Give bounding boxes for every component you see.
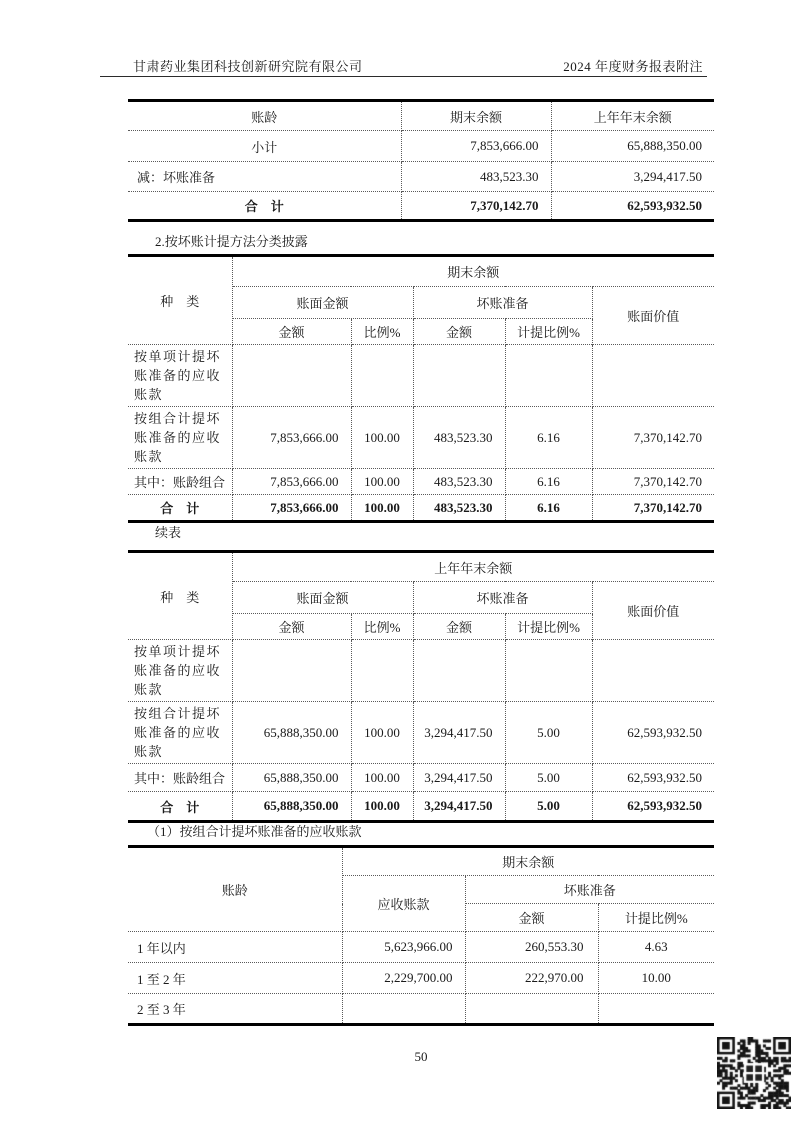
header-rule — [100, 76, 707, 77]
amount-value: 65,888,350.00 — [232, 702, 351, 764]
bad-amount-value — [413, 640, 505, 702]
col-ending: 期末余额 — [401, 101, 551, 131]
provision-value: 4.63 — [598, 932, 714, 963]
bad-amount-value: 483,523.30 — [413, 407, 505, 469]
amount-value: 65,888,350.00 — [232, 792, 351, 822]
provision-value: 6.16 — [505, 495, 592, 522]
col-amount: 金额 — [465, 904, 598, 932]
row-label: 合 计 — [128, 495, 232, 522]
row-label: 合 计 — [128, 192, 401, 221]
col-provision-ratio: 计提比例% — [505, 319, 592, 345]
prior-value: 3,294,417.50 — [551, 162, 714, 192]
row-label: 其中：账龄组合 — [128, 469, 232, 495]
col-period: 期末余额 — [342, 847, 714, 876]
col-amount: 金额 — [232, 614, 351, 640]
method-table-current — [128, 254, 714, 523]
bad-amount-value: 3,294,417.50 — [413, 764, 505, 792]
book-value — [592, 345, 714, 407]
table-header-row — [128, 256, 714, 287]
book-value — [592, 640, 714, 702]
row-label: 减：坏账准备 — [128, 162, 401, 192]
receivable-value: 5,623,966.00 — [342, 932, 465, 963]
table-header-row — [128, 847, 714, 876]
amount-value: 7,853,666.00 — [232, 495, 351, 522]
book-value: 62,593,932.50 — [592, 702, 714, 764]
bad-amount-value — [413, 345, 505, 407]
col-kind: 种 类 — [128, 256, 232, 345]
provision-value: 5.00 — [505, 792, 592, 822]
provision-value — [505, 345, 592, 407]
table-row — [128, 131, 714, 162]
table-row — [128, 345, 714, 407]
amount-value: 222,970.00 — [465, 963, 598, 994]
amount-value — [232, 640, 351, 702]
book-value: 62,593,932.50 — [592, 764, 714, 792]
provision-value — [505, 640, 592, 702]
portfolio-aging-table — [128, 845, 714, 1026]
section2-title: 2.按坏账计提方法分类披露 — [155, 234, 308, 249]
col-age: 账龄 — [128, 847, 342, 932]
row-label: 按组合计提坏账准备的应收账款 — [128, 702, 232, 764]
col-period: 期末余额 — [232, 256, 714, 287]
book-value: 62,593,932.50 — [592, 792, 714, 822]
ratio-value: 100.00 — [351, 702, 413, 764]
table-row — [128, 702, 714, 764]
col-book-amount: 账面金额 — [232, 582, 413, 614]
ratio-value: 100.00 — [351, 495, 413, 522]
col-bad-debt: 坏账准备 — [465, 876, 714, 904]
table-row — [128, 963, 714, 994]
col-kind: 种 类 — [128, 552, 232, 640]
amount-value: 7,853,666.00 — [232, 407, 351, 469]
amount-value: 65,888,350.00 — [232, 764, 351, 792]
col-provision-ratio: 计提比例% — [505, 614, 592, 640]
provision-value: 10.00 — [598, 963, 714, 994]
receivable-value: 2,229,700.00 — [342, 963, 465, 994]
col-ratio: 比例% — [351, 614, 413, 640]
row-label: 按单项计提坏账准备的应收账款 — [128, 640, 232, 702]
book-value: 7,370,142.70 — [592, 495, 714, 522]
receivable-value — [342, 994, 465, 1025]
company-name: 甘肃药业集团科技创新研究院有限公司 — [133, 59, 363, 74]
bad-amount-value: 3,294,417.50 — [413, 702, 505, 764]
ratio-value: 100.00 — [351, 764, 413, 792]
row-label: 1 年以内 — [128, 932, 342, 963]
bad-amount-value: 3,294,417.50 — [413, 792, 505, 822]
row-label: 按组合计提坏账准备的应收账款 — [128, 407, 232, 469]
col-amount: 金额 — [413, 614, 505, 640]
ending-value: 7,853,666.00 — [401, 131, 551, 162]
col-bad-debt: 坏账准备 — [413, 287, 592, 319]
row-label: 其中：账龄组合 — [128, 764, 232, 792]
col-amount: 金额 — [232, 319, 351, 345]
col-prior: 上年年末余额 — [551, 101, 714, 131]
document-title: 2024 年度财务报表附注 — [563, 59, 703, 74]
ratio-value — [351, 345, 413, 407]
amount-value: 7,853,666.00 — [232, 469, 351, 495]
table-row — [128, 162, 714, 192]
bad-amount-value: 483,523.30 — [413, 469, 505, 495]
col-age: 账龄 — [128, 101, 401, 131]
row-label: 1 至 2 年 — [128, 963, 342, 994]
method-table-prior — [128, 550, 714, 823]
continued-label: 续表 — [155, 525, 182, 540]
row-label: 小计 — [128, 131, 401, 162]
provision-value — [598, 994, 714, 1025]
provision-value: 5.00 — [505, 702, 592, 764]
col-provision-ratio: 计提比例% — [598, 904, 714, 932]
ratio-value: 100.00 — [351, 407, 413, 469]
row-label: 合 计 — [128, 792, 232, 822]
total-row — [128, 792, 714, 822]
aging-summary-table — [128, 99, 714, 222]
row-label: 按单项计提坏账准备的应收账款 — [128, 345, 232, 407]
ending-value: 7,370,142.70 — [401, 192, 551, 221]
col-book-value: 账面价值 — [592, 582, 714, 640]
table-row — [128, 932, 714, 963]
ratio-value: 100.00 — [351, 792, 413, 822]
row-label: 2 至 3 年 — [128, 994, 342, 1025]
amount-value: 260,553.30 — [465, 932, 598, 963]
table-header-row — [128, 552, 714, 582]
prior-value: 65,888,350.00 — [551, 131, 714, 162]
amount-value — [232, 345, 351, 407]
book-value: 7,370,142.70 — [592, 407, 714, 469]
page-number: 50 — [414, 1049, 428, 1064]
col-book-value: 账面价值 — [592, 287, 714, 345]
col-bad-debt: 坏账准备 — [413, 582, 592, 614]
table-header-row — [128, 101, 714, 131]
section3-title: （1）按组合计提坏账准备的应收账款 — [147, 824, 362, 839]
col-amount: 金额 — [413, 319, 505, 345]
col-period: 上年年末余额 — [232, 552, 714, 582]
provision-value: 6.16 — [505, 407, 592, 469]
ratio-value: 100.00 — [351, 469, 413, 495]
col-receivable: 应收账款 — [342, 876, 465, 932]
bad-amount-value: 483,523.30 — [413, 495, 505, 522]
page-header — [133, 56, 703, 75]
table-row — [128, 994, 714, 1025]
provision-value: 6.16 — [505, 469, 592, 495]
table-row — [128, 469, 714, 495]
col-ratio: 比例% — [351, 319, 413, 345]
table-row — [128, 764, 714, 792]
provision-value: 5.00 — [505, 764, 592, 792]
col-book-amount: 账面金额 — [232, 287, 413, 319]
ratio-value — [351, 640, 413, 702]
ending-value: 483,523.30 — [401, 162, 551, 192]
total-row — [128, 192, 714, 221]
qr-code — [717, 1037, 791, 1109]
total-row — [128, 495, 714, 522]
amount-value — [465, 994, 598, 1025]
table-row — [128, 640, 714, 702]
table-row — [128, 407, 714, 469]
prior-value: 62,593,932.50 — [551, 192, 714, 221]
book-value: 7,370,142.70 — [592, 469, 714, 495]
